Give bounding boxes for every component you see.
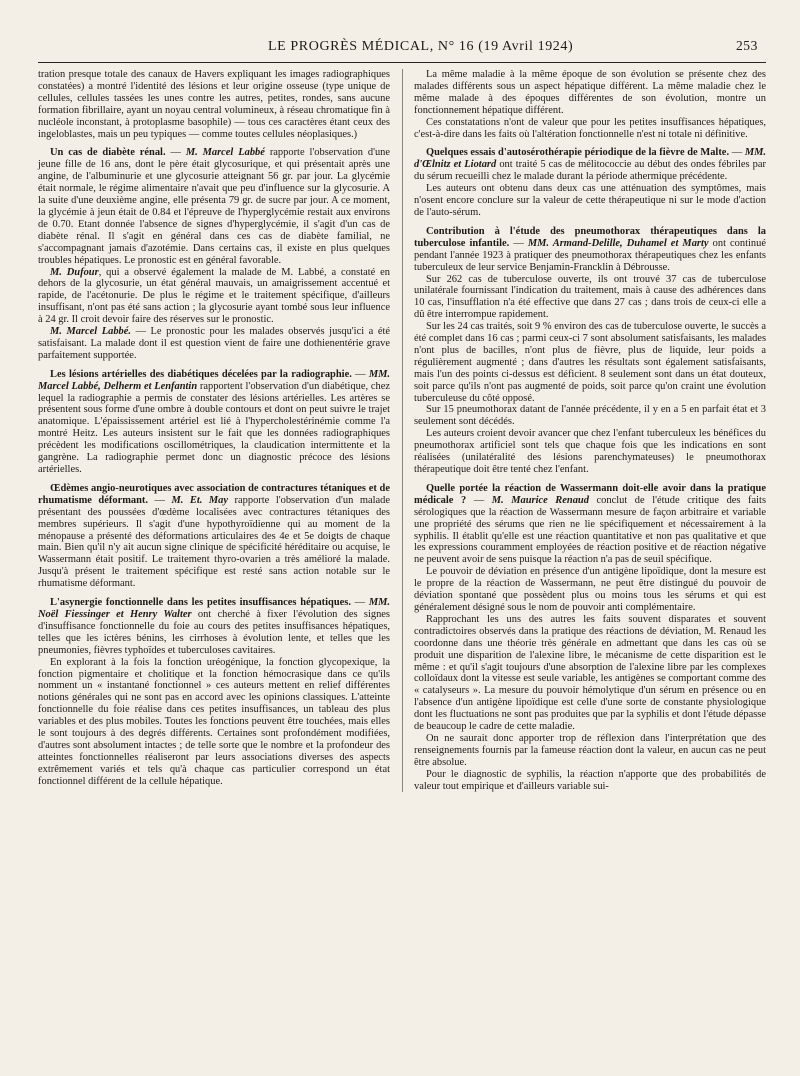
paragraph: On ne saurait donc apporter trop de réflexion dans l'interprétation que des renseignements fournis par la fameuse réaction dont la valeur, en aucun cas ne peut être absolue.: [414, 732, 766, 768]
paragraph: Les auteurs croient devoir avancer que chez l'enfant tuberculeux les bénéfices du pneumothorax artificiel sont tels que chaque fois que les indications en sont réalisées (unilatéralité des lésions parenchymateuses) le pneumothorax thérapeutique doit être tenté chez l'enfant.: [414, 428, 766, 475]
page-number: 253: [735, 38, 758, 53]
section-lesions-arterielles: Les lésions artérielles des diabétiques décelées par la radiographie. — MM. Marcel Labbé, Delherm et Lenfantin rapportent l'observation d'un diabétique, chez lequel la radiographie a permis de constater des lésions artérielles. Les artères se présentent sous forme d'une ombre à double contours et dont on peut suivre le trajet anatomique. L'épaississement artériel est lié à l'hypercholestérinémie comme l'a montré Heitz. Les auteurs insistent sur le fait que les données radiographiques précèdent les modifications oscillométriques, la claudication intermittente et la gangrène. La radiographie permet donc un diagnostic précoce des lésions artérielles.: [38, 368, 390, 475]
paragraph-text: ont traité 5 cas de mélitococcie au début des ondes fébriles par du sérum recueilli chez le malade durant la période athermique précédente.: [414, 159, 767, 183]
section-fievre-malte: Quelques essais d'autosérothérapie périodique de la fièvre de Malte. — MM. d'Œlnitz et Liotard ont traité 5 cas de mélitococcie au début des ondes fébriles par du sérum recueilli chez le malade durant la période athermique précédente.: [414, 147, 767, 183]
paragraph: Pour le diagnostic de syphilis, la réaction n'apporte que des probabilités de valeur tout empirique et d'ailleurs variable sui-: [414, 768, 766, 792]
left-column: [38, 69, 390, 792]
paragraph: Sur 262 cas de tuberculose ouverte, ils ont trouvé 37 cas de tuberculose unilatérale fournissant l'indication du traitement, mais à cause des adhérences dans 10 cas, l'insufflation n'a été effective que dans 27 cas ; dans trois de ceux-ci elle a dû être interrompue rapidement.: [414, 273, 766, 321]
journal-title: LE PROGRÈS MÉDICAL, N° 16 (19 Avril 1924): [268, 39, 574, 54]
section-oedemes: Œdèmes angio-neurotiques avec association de contractures tétaniques et de rhumatisme déformant. — M. Et. May rapporte l'observation d'un malade présentant des poussées d'œdème localisées avec contractures tétaniques des membres supérieurs. Il s'agit d'une hypothyroïdienne qui au moment de la ménopause a présenté des déformations articulaires des 4e et 5e doigts de chaque main. Bien qu'il n'y ait aucun signe clinique de spécificité héréditaire ou acquise, le Wassermann était positif. Le traitement thyro-ovarien a très amélioré la malade. Jusqu'à présent le traitement spécifique est resté sans action notable sur le rhumatisme déformant.: [38, 482, 390, 590]
paragraph-text: rapporte l'observation d'un malade présentant des poussées d'œdème localisées avec contractures tétaniques des membres supérieurs. Il s'agit d'une hypothyroïdienne qui au moment de la ménopause a présenté des déformations articulaires des 4e et 5e doigts de chaque main. Bien qu'il n'y ait aucun signe clinique de spécificité héréditaire ou acquise, le Wassermann était positif. Le traitement thyro-ovarien a très amélioré la malade. Jusqu'à présent le traitement spécifique est resté sans action notable sur le rhumatisme déformant.: [38, 494, 390, 590]
author: M. Et. May: [171, 494, 229, 506]
author: MM. Noël Fiessinger et Henry Walter: [38, 597, 390, 620]
author: MM. d'Œlnitz et Liotard: [414, 147, 767, 171]
section-pneumothorax: Contribution à l'étude des pneumothorax thérapeutiques dans la tuberculose infantile. — MM. Armand-Delille, Duhamel et Marty ont continué pendant l'année 1923 à pratiquer des pneumothorax thérapeutiques chez les enfants tuberculeux de leur service Benjamin-Francklin à Débrousse.: [414, 225, 766, 273]
paragraph: Rapprochant les uns des autres les faits souvent disparates et souvent contradictoires observés dans la pratique des réactions de déviation, M. Renaud les coordonne dans une théorie très générale en admettant que dans les cas où se produit une disparition de l'alexine libre, le mécanisme de cette disparition est le même : et qu'il s'agit toujours d'une absorption de l'alexine libre par les complexes colloïdaux dont la vitesse est seule variable, les antigènes se comportant comme des « catalyseurs ». La mesure du pouvoir hémolytique d'un sérum en présence ou en l'absence d'un antigène lipoïdique est celle d'une sorte de constante physiologique dont les fluctuations ne sont pas produites que par la syphilis et dont l'étude dépasse de beaucoup le cadre de cette maladie.: [414, 613, 766, 733]
section-asynergie: L'asynergie fonctionnelle dans les petites insuffisances hépatiques. — MM. Noël Fiessinger et Henry Walter ont cherché à fixer l'évolution des signes d'insuffisance fonctionnelle du foie au cours des petites insuffisances hépatiques, telles que les ictères bénins, les cirrhoses à évolution lente, et telles que les pneumonies, fièvres typhoïdes et tuberculoses cavitaires.: [38, 597, 390, 656]
running-header: [268, 38, 758, 55]
section-heading: Quelques essais d'autosérothérapie périodique de la fièvre de Malte.: [426, 147, 730, 159]
paragraph-text: rapportent l'observation d'un diabétique, chez lequel la radiographie a permis de constater des lésions artérielles. Les artères se présentent sous forme d'une ombre à double contours et dont on peut suivre le trajet anatomique. L'épaississement artériel est lié à l'hypercholestérinémie comme l'a montré Heitz. Les auteurs insistent sur le fait que les données radiographiques précèdent les modifications oscillométriques, la claudication intermittente et la gangrène. La radiographie permet donc un diagnostic précoce des lésions artérielles.: [38, 380, 390, 475]
header-rule: [38, 62, 766, 63]
author: M. Maurice Renaud: [491, 494, 589, 506]
section-heading: Contribution à l'étude des pneumothorax thérapeutiques dans la tuberculose infantile.: [414, 225, 766, 249]
section-heading: Quelle portée la réaction de Wassermann doit-elle avoir dans la pratique médicale ?: [414, 482, 766, 506]
paragraph-text: — Le pronostic pour les malades observés jusqu'ici a été satisfaisant. La malade dont il est question vient de faire une dothienentérie grave parfaitement supportée.: [38, 326, 391, 361]
author: M. Dufour: [50, 266, 99, 278]
section-heading: Œdèmes angio-neurotiques avec association de contractures tétaniques et de rhumatisme déformant.: [38, 482, 390, 506]
paragraph: Ces constatations n'ont de valeur que pour les petites insuffisances hépatiques, c'est-à-dire dans les faits où l'altération fonctionnelle n'est ni totale ni définitive.: [414, 116, 766, 140]
paragraph: Sur les 24 cas traités, soit 9 % environ des cas de tuberculose ouverte, le succès a été complet dans 16 cas ; parmi ceux-ci 7 sont absolument satisfaisants, les malades n'ont plus de bacilles, n'ont plus de fièvre, plus de liquide, leur poids a régulièrement augmenté ; dans d'autres les résultats sont également satisfaisants, mais l'un des points ci-dessus est déficient. 8 seulement sont dans un état douteux, soit parce qu'ils n'ont pas augmenté de poids, soit parce qu'on craint une évolution tuberculeuse du côté opposé.: [414, 321, 766, 404]
author: MM. Armand-Delille, Duhamel et Marty: [527, 237, 709, 249]
paragraph: [38, 326, 390, 362]
article-columns: [38, 69, 766, 792]
author: M. Marcel Labbé.: [50, 326, 131, 338]
author: M. Marcel Labbé: [185, 147, 265, 159]
section-heading: Un cas de diabète rénal.: [50, 147, 166, 159]
paragraph: Sur 15 pneumothorax datant de l'année précédente, il y en a 5 en parfait état et 3 seulement sont décédés.: [414, 404, 766, 428]
paragraph-text: ont continué pendant l'année 1923 à pratiquer des pneumothorax thérapeutiques chez les enfants tuberculeux de leur service Benjamin-Francklin à Débrousse.: [414, 237, 766, 273]
paragraph: En explorant à la fois la fonction uréogénique, la fonction glycopexique, la fonction pigmentaire et cholitique et la fonction hémocrasique dans ce qu'ils nomment un « instantané fonctionnel » ces auteurs mettent en relief différentes notions générales qui ne sont pas en accord avec les opinions classiques. L'atteinte fonctionnelle du foie réalise dans ces petites insuffisances, un tableau des plus variables et des plus mobiles. Toutes les fonctions peuvent être touchées, mais elles le sont toujours à des degrés différents. Certaines sont profondément modifiées, d'autres sont absolument intactes ; de telle sorte que le nombre et la profondeur des atteintes fonctionnelles réaliseront par leurs associations diverses des aspects extrêmement variés et tels qu'à chaque cas particulier correspond un état fonctionnel différent de la cellule hépatique.: [38, 656, 390, 787]
section-heading: Les lésions artérielles des diabétiques décelées par la radiographie.: [50, 368, 352, 380]
section-wassermann: Quelle portée la réaction de Wassermann doit-elle avoir dans la pratique médicale ? — M. Maurice Renaud conclut de l'étude critique des faits sérologiques que la réaction de Wassermann mesure de façon arbitraire et variable une propriété des sérums que rien ne lie spécifiquement et nécessairement à la syphilis. Il établit qu'elle est une réaction quantitative et non pas qualitative et que les expressions couramment employées de réaction positive et de réaction négative ne peuvent avoir de sens puisque la réaction n'a pas de seuil spécifique.: [414, 482, 767, 566]
paragraph: Le pouvoir de déviation en présence d'un antigène lipoïdique, dont la mesure est le propre de la réaction de Wassermann, ne peut être distingué du pouvoir de déviation spontané que possèdent plus ou moins tous les sérums et qui est généralement désigné sous le nom de pouvoir anti complémentaire.: [414, 566, 766, 613]
section-diabete-renal: Un cas de diabète rénal. — M. Marcel Labbé rapporte l'observation d'une jeune fille de 16 ans, dont le père était glycosurique, et qui présentait après une angine, de l'albuminurie et une glycosurie atteignant 56 gr. par jour. La glycémie était normale, le régime alimentaire n'avait que peu d'influence sur la glycosurie. A la suite d'une deuxième angine, elle présenta 79 gr. de sucre par jour. A ce moment, la glycémie à jeun était de 0.84 et l'épreuve de l'hyperglycémie restait aux environs de 0.70. Etant donnée l'absence de signes d'hyperglycémie, il s'agit d'un cas de diabète rénal. Il s'agit en général dans ces cas de diabète familial, ne s'accompagnant jamais d'azotémie. Dans certains cas, il existe en plus quelques troubles hépatiques. Le pronostic est en général favorable.: [38, 147, 391, 266]
paragraph: Les auteurs ont obtenu dans deux cas une atténuation des symptômes, mais n'osent encore conclure sur la valeur de cette thérapeutique ni sur le mode d'action de l'auto-sérum.: [414, 183, 766, 218]
column-divider: [402, 69, 403, 792]
paragraph-text: rapporte l'observation d'une jeune fille de 16 ans, dont le père était glycosurique, et qui présentait après une angine, de l'albuminurie et une glycosurie atteignant 56 gr. par jour. La glycémie était normale, le régime alimentaire n'avait que peu d'influence sur la glycosurie. A la suite d'une deuxième angine, elle présenta 79 gr. de sucre par jour. A ce moment, la glycémie à jeun était de 0.84 et l'épreuve de l'hyperglycémie restait aux environs de 0.70. Etant donnée l'absence de signes d'hyperglycémie, il s'agit d'un cas de diabète rénal. Il s'agit en général dans ces cas de diabète familial, ne s'accompagnant jamais d'azotémie. Dans certains cas, il existe en plus quelques troubles hépatiques. Le pronostic est en général favorable.: [38, 147, 391, 266]
right-column: [414, 69, 766, 792]
paragraph: La même maladie à la même époque de son évolution se présente chez des malades différents sous un aspect hépatique différent. La même maladie chez le même malade à des époques différentes de son évolution, montre un fonctionnement hépatique différent.: [414, 69, 766, 116]
paragraph-text: conclut de l'étude critique des faits sérologiques que la réaction de Wassermann mesure de façon arbitraire et variable une propriété des sérums que rien ne lie spécifiquement et nécessairement à la syphilis. Il établit qu'elle est une réaction quantitative et non pas qualitative et que les expressions couramment employées de réaction positive et de réaction négative ne peuvent avoir de sens puisque la réaction n'a pas de seuil spécifique.: [414, 494, 767, 566]
section-heading: L'asynergie fonctionnelle dans les petites insuffisances hépatiques.: [50, 597, 351, 609]
paragraph-text: ont cherché à fixer l'évolution des signes d'insuffisance fonctionnelle du foie au cours des petites insuffisances hépatiques, telles que les ictères bénins, les cirrhoses à évolution lente, et telles que les pneumonies, fièvres typhoïdes et tuberculoses cavitaires.: [38, 608, 390, 656]
paragraph: tration presque totale des canaux de Havers expliquant les images radiographiques constatées) a montré l'identité des lésions et leur origine osseuse (type unique de cellules, cellules tassées les unes contre les autres, petites, rondes, sans aucune formation fibrillaire, ayant un noyau central volumineux, à réseau chromatique fin à nucléole inconstant, à protoplasme basophile) — tous ces caractères étant ceux des ingeloblastes, mais un peu typiques — comme toutes cellules néoplasiques.): [38, 69, 390, 140]
author: MM. Marcel Labbé, Delherm et Lenfantin: [38, 368, 390, 392]
paragraph: [38, 267, 390, 327]
paragraph-text: , qui a observé également la malade de M. Labbé, a constaté en dehors de la glycosurie, un état général mauvais, un amaigrissement accentué et rapide, de l'acétonurie. De plus le régime et le traitement spécifique, d'ailleurs insuffisant, n'ont pas été sans action ; la glycosurie ayant tombé sous leur influence à 24 gr. Il croit devoir faire des réserves sur le pronostic.: [38, 266, 390, 326]
